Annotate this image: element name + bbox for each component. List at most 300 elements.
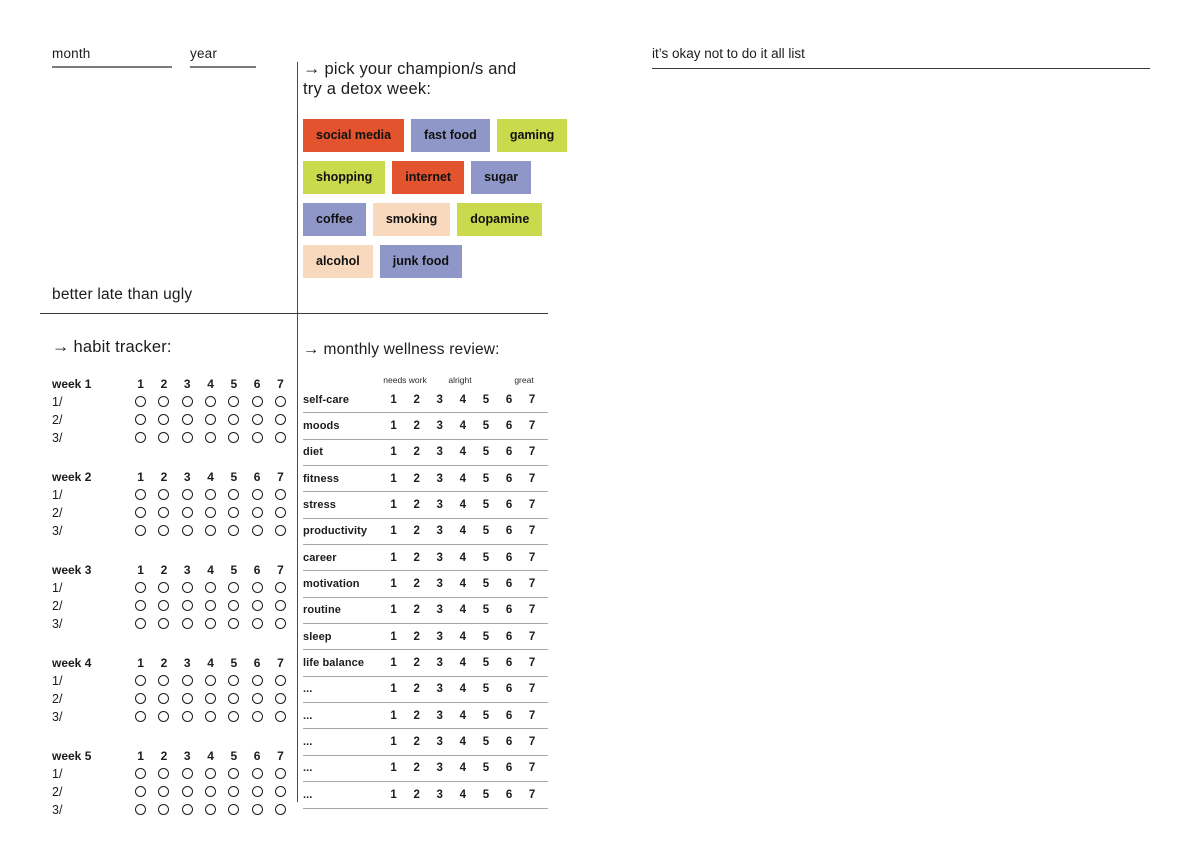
detox-tag-coffee[interactable]: coffee <box>303 203 366 236</box>
wellness-rating-number[interactable]: 4 <box>459 578 467 591</box>
habit-check-circle[interactable] <box>275 711 286 722</box>
habit-row <box>52 783 292 801</box>
wellness-rating-number[interactable]: 5 <box>482 551 490 564</box>
habit-check-circle[interactable] <box>135 786 146 797</box>
habit-check-circle[interactable] <box>158 396 169 407</box>
habit-circle-cell <box>269 522 292 540</box>
wellness-rating-number[interactable]: 5 <box>482 393 490 406</box>
wellness-rating-number[interactable]: 2 <box>413 420 420 433</box>
habit-check-circle[interactable] <box>205 786 216 797</box>
wellness-rating-number[interactable]: 7 <box>528 630 536 643</box>
habit-check-circle[interactable] <box>158 786 169 797</box>
tracker-weeks <box>52 375 292 819</box>
detox-tag-social-media[interactable]: social media <box>303 119 404 152</box>
wellness-rating-number[interactable]: 7 <box>528 420 536 433</box>
habit-check-circle[interactable] <box>275 600 286 611</box>
wellness-rating-number[interactable]: 4 <box>459 420 467 433</box>
wellness-rating-number[interactable]: 5 <box>482 420 490 433</box>
wellness-rating-number[interactable]: 1 <box>390 788 397 801</box>
habit-check-circle[interactable] <box>205 525 216 536</box>
habit-check-circle[interactable] <box>182 414 193 425</box>
wellness-rating-number[interactable]: 5 <box>482 683 490 696</box>
wellness-rating-number[interactable]: 5 <box>482 788 490 801</box>
wellness-rating-number[interactable]: 6 <box>505 604 513 617</box>
detox-tag-junk-food[interactable]: junk food <box>380 245 462 278</box>
habit-check-circle[interactable] <box>275 414 286 425</box>
wellness-rating-number[interactable]: 7 <box>528 472 536 485</box>
day-number: 7 <box>277 656 284 670</box>
habit-check-circle[interactable] <box>252 396 263 407</box>
wellness-rating-number[interactable]: 4 <box>459 525 467 538</box>
wellness-rating-number[interactable]: 2 <box>413 630 420 643</box>
wellness-category-label: diet <box>303 446 323 459</box>
wellness-rating-number[interactable]: 6 <box>505 683 513 696</box>
habit-check-circle[interactable] <box>205 432 216 443</box>
habit-circle-cell <box>152 672 175 690</box>
habit-check-circle[interactable] <box>275 525 286 536</box>
habit-check-circle[interactable] <box>182 600 193 611</box>
habit-row <box>52 504 292 522</box>
wellness-rating-number[interactable]: 6 <box>505 446 513 459</box>
habit-check-circle[interactable] <box>135 507 146 518</box>
habit-check-circle[interactable] <box>205 489 216 500</box>
wellness-rating-number[interactable]: 7 <box>528 762 536 775</box>
wellness-rating-number[interactable]: 3 <box>436 709 443 722</box>
wellness-rating-number[interactable]: 6 <box>505 525 513 538</box>
habit-check-circle[interactable] <box>205 396 216 407</box>
wellness-rating-number[interactable]: 5 <box>482 472 490 485</box>
habit-circle-cell <box>152 504 175 522</box>
wellness-rating-number[interactable]: 7 <box>528 604 536 617</box>
habit-check-circle[interactable] <box>135 693 146 704</box>
wellness-rating-number[interactable]: 3 <box>436 525 443 538</box>
habit-circle-cell <box>129 504 152 522</box>
habit-row-label: 1/ <box>52 767 63 781</box>
habit-row-label: 1/ <box>52 674 63 688</box>
habit-check-circle[interactable] <box>275 786 286 797</box>
habit-circle-cell <box>269 393 292 411</box>
habit-check-circle[interactable] <box>182 711 193 722</box>
habit-check-circle[interactable] <box>252 582 263 593</box>
wellness-rating-number[interactable]: 4 <box>459 736 467 749</box>
habit-check-circle[interactable] <box>252 489 263 500</box>
habit-circle-cell <box>269 615 292 633</box>
wellness-rating-number[interactable]: 7 <box>528 551 536 564</box>
habit-check-circle[interactable] <box>135 489 146 500</box>
wellness-category-label: life balance <box>303 657 365 670</box>
habit-check-circle[interactable] <box>228 507 239 518</box>
wellness-review-section <box>303 340 548 809</box>
habit-check-circle[interactable] <box>252 507 263 518</box>
wellness-rating-number[interactable]: 7 <box>528 446 536 459</box>
habit-row <box>52 411 292 429</box>
habit-check-circle[interactable] <box>182 507 193 518</box>
habit-check-circle[interactable] <box>158 489 169 500</box>
habit-check-circle[interactable] <box>252 432 263 443</box>
wellness-rating-number[interactable]: 2 <box>413 393 420 406</box>
wellness-rating-number[interactable]: 3 <box>436 762 443 775</box>
detox-tag-row <box>303 119 553 152</box>
wellness-rating-number[interactable]: 7 <box>528 657 536 670</box>
habit-circle-cell <box>152 765 175 783</box>
habit-check-circle[interactable] <box>228 525 239 536</box>
habit-check-circle[interactable] <box>158 414 169 425</box>
wellness-rating-number[interactable]: 6 <box>505 578 513 591</box>
wellness-rating-number[interactable]: 3 <box>436 393 443 406</box>
wellness-rating-number[interactable]: 3 <box>436 683 443 696</box>
habit-check-circle[interactable] <box>182 768 193 779</box>
habit-row <box>52 393 292 411</box>
wellness-rating-number[interactable]: 1 <box>390 604 397 617</box>
wellness-rating-number[interactable]: 1 <box>390 578 397 591</box>
day-number: 4 <box>207 377 214 391</box>
habit-check-circle[interactable] <box>135 711 146 722</box>
wellness-rating-number[interactable]: 1 <box>390 551 397 564</box>
habit-check-circle[interactable] <box>275 507 286 518</box>
wellness-rating-number[interactable]: 6 <box>505 393 513 406</box>
habit-check-circle[interactable] <box>252 711 263 722</box>
wellness-rating-number[interactable]: 3 <box>436 788 443 801</box>
habit-circle-cell <box>245 690 268 708</box>
wellness-rating-number[interactable]: 2 <box>413 578 420 591</box>
wellness-rating-number[interactable]: 2 <box>413 788 420 801</box>
habit-circle-cell <box>176 504 199 522</box>
habit-check-circle[interactable] <box>228 414 239 425</box>
wellness-rating-number[interactable]: 2 <box>413 657 420 670</box>
wellness-row <box>303 492 548 518</box>
wellness-rating-number[interactable]: 5 <box>482 736 490 749</box>
wellness-rating-number[interactable]: 7 <box>528 709 536 722</box>
habit-check-circle[interactable] <box>275 396 286 407</box>
wellness-rating-number[interactable]: 4 <box>459 762 467 775</box>
habit-check-circle[interactable] <box>205 711 216 722</box>
day-number: 6 <box>253 377 261 391</box>
habit-circle-cell <box>129 615 152 633</box>
habit-check-circle[interactable] <box>228 768 239 779</box>
habit-check-circle[interactable] <box>158 525 169 536</box>
habit-check-circle[interactable] <box>205 768 216 779</box>
wellness-rating-number[interactable]: 1 <box>390 736 397 749</box>
wellness-rating-number[interactable]: 5 <box>482 525 490 538</box>
month-field[interactable] <box>52 46 172 68</box>
wellness-rating-number[interactable]: 1 <box>390 420 397 433</box>
wellness-rating-number[interactable]: 1 <box>390 630 397 643</box>
habit-circle-cell <box>222 783 245 801</box>
habit-row <box>52 672 292 690</box>
habit-check-circle[interactable] <box>135 432 146 443</box>
wellness-rating-number[interactable]: 5 <box>482 657 490 670</box>
wellness-rating-number[interactable]: 4 <box>459 551 467 564</box>
habit-check-circle[interactable] <box>228 693 239 704</box>
habit-check-circle[interactable] <box>135 675 146 686</box>
habit-check-circle[interactable] <box>135 582 146 593</box>
habit-circle-cell <box>245 504 268 522</box>
detox-tag-alcohol[interactable]: alcohol <box>303 245 373 278</box>
wellness-rating-number[interactable]: 3 <box>436 630 443 643</box>
wellness-rating-number[interactable]: 4 <box>459 499 467 512</box>
habit-circle-cell <box>199 597 222 615</box>
habit-check-circle[interactable] <box>205 804 216 815</box>
habit-check-circle[interactable] <box>252 525 263 536</box>
habit-check-circle[interactable] <box>158 582 169 593</box>
detox-tag-gaming[interactable]: gaming <box>497 119 567 152</box>
okay-not-to-do-it-all-field[interactable] <box>652 46 1150 69</box>
habit-check-circle[interactable] <box>135 525 146 536</box>
wellness-rating-number[interactable]: 4 <box>459 683 467 696</box>
wellness-rating-number[interactable]: 1 <box>390 499 397 512</box>
year-label: year <box>190 46 218 61</box>
habit-check-circle[interactable] <box>252 786 263 797</box>
habit-check-circle[interactable] <box>275 618 286 629</box>
wellness-rating-number[interactable]: 4 <box>459 393 467 406</box>
habit-check-circle[interactable] <box>205 582 216 593</box>
habit-check-circle[interactable] <box>252 693 263 704</box>
wellness-rating-number[interactable]: 6 <box>505 788 513 801</box>
wellness-category-label: career <box>303 551 337 564</box>
wellness-rating-number[interactable]: 3 <box>436 499 443 512</box>
habit-check-circle[interactable] <box>252 675 263 686</box>
habit-check-circle[interactable] <box>275 489 286 500</box>
habit-circle-cell <box>269 672 292 690</box>
wellness-rating-number[interactable]: 7 <box>528 525 536 538</box>
habit-check-circle[interactable] <box>275 804 286 815</box>
wellness-row <box>303 703 548 729</box>
habit-check-circle[interactable] <box>182 675 193 686</box>
week-label: week 3 <box>52 563 92 577</box>
wellness-rating-number[interactable]: 1 <box>390 762 397 775</box>
habit-check-circle[interactable] <box>182 693 193 704</box>
habit-row-label: 3/ <box>52 803 63 817</box>
wellness-rating-number[interactable]: 2 <box>413 446 420 459</box>
wellness-rating-number[interactable]: 7 <box>528 788 536 801</box>
wellness-row <box>303 571 548 597</box>
habit-circle-cell <box>176 486 199 504</box>
detox-tag-smoking[interactable]: smoking <box>373 203 450 236</box>
habit-circle-cell <box>176 801 199 819</box>
detox-tag-sugar[interactable]: sugar <box>471 161 531 194</box>
habit-check-circle[interactable] <box>252 618 263 629</box>
habit-check-circle[interactable] <box>158 618 169 629</box>
habit-check-circle[interactable] <box>252 804 263 815</box>
wellness-rating-number[interactable]: 3 <box>436 551 443 564</box>
wellness-rating-number[interactable]: 4 <box>459 604 467 617</box>
wellness-rating-number[interactable]: 1 <box>390 657 397 670</box>
habit-check-circle[interactable] <box>158 675 169 686</box>
wellness-category-label: motivation <box>303 578 360 591</box>
habit-circle-cell <box>199 429 222 447</box>
wellness-rating-number[interactable]: 2 <box>413 499 420 512</box>
habit-check-circle[interactable] <box>228 489 239 500</box>
wellness-rating-number[interactable]: 5 <box>482 709 490 722</box>
habit-check-circle[interactable] <box>158 432 169 443</box>
habit-check-circle[interactable] <box>275 432 286 443</box>
habit-check-circle[interactable] <box>275 693 286 704</box>
habit-row-label: 1/ <box>52 581 63 595</box>
wellness-rating-number[interactable]: 2 <box>413 472 420 485</box>
wellness-rows <box>303 387 548 809</box>
wellness-rating-number[interactable]: 7 <box>528 736 536 749</box>
wellness-rating-number[interactable]: 4 <box>459 630 467 643</box>
habit-check-circle[interactable] <box>252 600 263 611</box>
habit-check-circle[interactable] <box>275 582 286 593</box>
detox-tag-dopamine[interactable]: dopamine <box>457 203 542 236</box>
wellness-rating-number[interactable]: 3 <box>436 446 443 459</box>
quote-text: better late than ugly <box>52 286 193 303</box>
wellness-row <box>303 756 548 782</box>
detox-tag-fast-food[interactable]: fast food <box>411 119 490 152</box>
month-label: month <box>52 46 91 61</box>
habit-check-circle[interactable] <box>228 618 239 629</box>
wellness-rating-number[interactable]: 2 <box>413 683 420 696</box>
habit-check-circle[interactable] <box>228 600 239 611</box>
habit-check-circle[interactable] <box>182 786 193 797</box>
habit-row-label: 3/ <box>52 710 63 724</box>
wellness-rating-number[interactable]: 6 <box>505 657 513 670</box>
detox-tag-internet[interactable]: internet <box>392 161 464 194</box>
year-field[interactable] <box>190 46 256 68</box>
habit-circle-cell <box>269 411 292 429</box>
wellness-rating-number[interactable]: 4 <box>459 788 467 801</box>
wellness-rating-number[interactable]: 5 <box>482 446 490 459</box>
habit-circle-cell <box>176 393 199 411</box>
wellness-rating-number[interactable]: 7 <box>528 683 536 696</box>
day-number: 3 <box>183 377 191 391</box>
habit-check-circle[interactable] <box>158 711 169 722</box>
habit-row-label: 3/ <box>52 524 63 538</box>
habit-row <box>52 708 292 726</box>
wellness-rating-number[interactable]: 5 <box>482 762 490 775</box>
wellness-rating-number[interactable]: 5 <box>482 604 490 617</box>
habit-circle-cell <box>129 672 152 690</box>
habit-check-circle[interactable] <box>182 432 193 443</box>
wellness-rating-number[interactable]: 1 <box>390 525 397 538</box>
wellness-rating-number[interactable]: 6 <box>505 472 513 485</box>
wellness-rating-number[interactable]: 6 <box>505 551 513 564</box>
habit-check-circle[interactable] <box>228 804 239 815</box>
habit-check-circle[interactable] <box>205 507 216 518</box>
wellness-row <box>303 782 548 808</box>
wellness-rating-number[interactable]: 2 <box>413 525 420 538</box>
wellness-rating-number[interactable]: 4 <box>459 657 467 670</box>
wellness-rating-number[interactable]: 1 <box>390 683 397 696</box>
habit-check-circle[interactable] <box>182 804 193 815</box>
habit-check-circle[interactable] <box>205 675 216 686</box>
wellness-rating-number[interactable]: 4 <box>459 472 467 485</box>
wellness-rating-number[interactable]: 4 <box>459 446 467 459</box>
wellness-rating-number[interactable]: 2 <box>413 551 420 564</box>
habit-check-circle[interactable] <box>135 768 146 779</box>
habit-check-circle[interactable] <box>228 396 239 407</box>
habit-check-circle[interactable] <box>228 582 239 593</box>
week-label: week 1 <box>52 377 92 391</box>
day-number: 1 <box>137 656 144 670</box>
habit-check-circle[interactable] <box>275 675 286 686</box>
habit-check-circle[interactable] <box>228 711 239 722</box>
wellness-rating-number[interactable]: 6 <box>505 499 513 512</box>
habit-circle-cell <box>199 522 222 540</box>
wellness-rating-number[interactable]: 1 <box>390 709 397 722</box>
habit-circle-cell <box>222 579 245 597</box>
wellness-rating-number[interactable]: 3 <box>436 657 443 670</box>
habit-check-circle[interactable] <box>182 525 193 536</box>
habit-check-circle[interactable] <box>158 693 169 704</box>
wellness-rating-number[interactable]: 3 <box>436 736 443 749</box>
wellness-rating-number[interactable]: 3 <box>436 420 443 433</box>
detox-tag-shopping[interactable]: shopping <box>303 161 385 194</box>
habit-check-circle[interactable] <box>182 618 193 629</box>
wellness-rating-number[interactable]: 5 <box>482 578 490 591</box>
wellness-rating-number[interactable]: 2 <box>413 604 420 617</box>
habit-check-circle[interactable] <box>135 618 146 629</box>
habit-check-circle[interactable] <box>135 600 146 611</box>
wellness-rating-number[interactable]: 2 <box>413 736 420 749</box>
wellness-rating-number[interactable]: 2 <box>413 709 420 722</box>
wellness-category-label: productivity <box>303 525 368 538</box>
habit-circle-cell <box>129 690 152 708</box>
habit-check-circle[interactable] <box>182 489 193 500</box>
habit-check-circle[interactable] <box>205 414 216 425</box>
wellness-rating-number[interactable]: 5 <box>482 630 490 643</box>
habit-check-circle[interactable] <box>205 693 216 704</box>
wellness-rating-number[interactable]: 1 <box>390 446 397 459</box>
habit-check-circle[interactable] <box>158 600 169 611</box>
wellness-rating-number[interactable]: 6 <box>505 736 513 749</box>
habit-check-circle[interactable] <box>158 804 169 815</box>
wellness-rating-number[interactable]: 7 <box>528 499 536 512</box>
habit-check-circle[interactable] <box>182 582 193 593</box>
week-label: week 5 <box>52 749 92 763</box>
wellness-rating-number[interactable]: 7 <box>528 393 536 406</box>
habit-check-circle[interactable] <box>252 414 263 425</box>
habit-check-circle[interactable] <box>158 768 169 779</box>
wellness-rating-number[interactable]: 1 <box>390 472 397 485</box>
habit-check-circle[interactable] <box>135 414 146 425</box>
habit-check-circle[interactable] <box>205 600 216 611</box>
habit-check-circle[interactable] <box>158 507 169 518</box>
habit-check-circle[interactable] <box>135 396 146 407</box>
wellness-row <box>303 650 548 676</box>
wellness-rating-number[interactable]: 2 <box>413 762 420 775</box>
habit-check-circle[interactable] <box>182 396 193 407</box>
wellness-rating-number[interactable]: 6 <box>505 762 513 775</box>
wellness-rating-number[interactable]: 7 <box>528 578 536 591</box>
habit-check-circle[interactable] <box>228 675 239 686</box>
wellness-rating-number[interactable]: 5 <box>482 499 490 512</box>
habit-check-circle[interactable] <box>228 786 239 797</box>
wellness-rating-number[interactable]: 6 <box>505 420 513 433</box>
wellness-category-label: moods <box>303 420 340 433</box>
day-number: 6 <box>253 656 261 670</box>
wellness-rating-number[interactable]: 3 <box>436 604 443 617</box>
habit-row <box>52 429 292 447</box>
habit-check-circle[interactable] <box>252 768 263 779</box>
wellness-rating-number[interactable]: 3 <box>436 472 443 485</box>
habit-circle-cell <box>152 429 175 447</box>
habit-circle-cell <box>129 783 152 801</box>
wellness-rating-number[interactable]: 6 <box>505 709 513 722</box>
habit-check-circle[interactable] <box>275 768 286 779</box>
detox-tag-row <box>303 203 553 236</box>
week-header-row <box>52 468 292 486</box>
wellness-rating-number[interactable]: 6 <box>505 630 513 643</box>
habit-check-circle[interactable] <box>135 804 146 815</box>
day-number: 5 <box>230 563 238 577</box>
habit-check-circle[interactable] <box>205 618 216 629</box>
wellness-rating-number[interactable]: 1 <box>390 393 397 406</box>
habit-check-circle[interactable] <box>228 432 239 443</box>
wellness-rating-number[interactable]: 4 <box>459 709 467 722</box>
wellness-rating-number[interactable]: 3 <box>436 578 443 591</box>
